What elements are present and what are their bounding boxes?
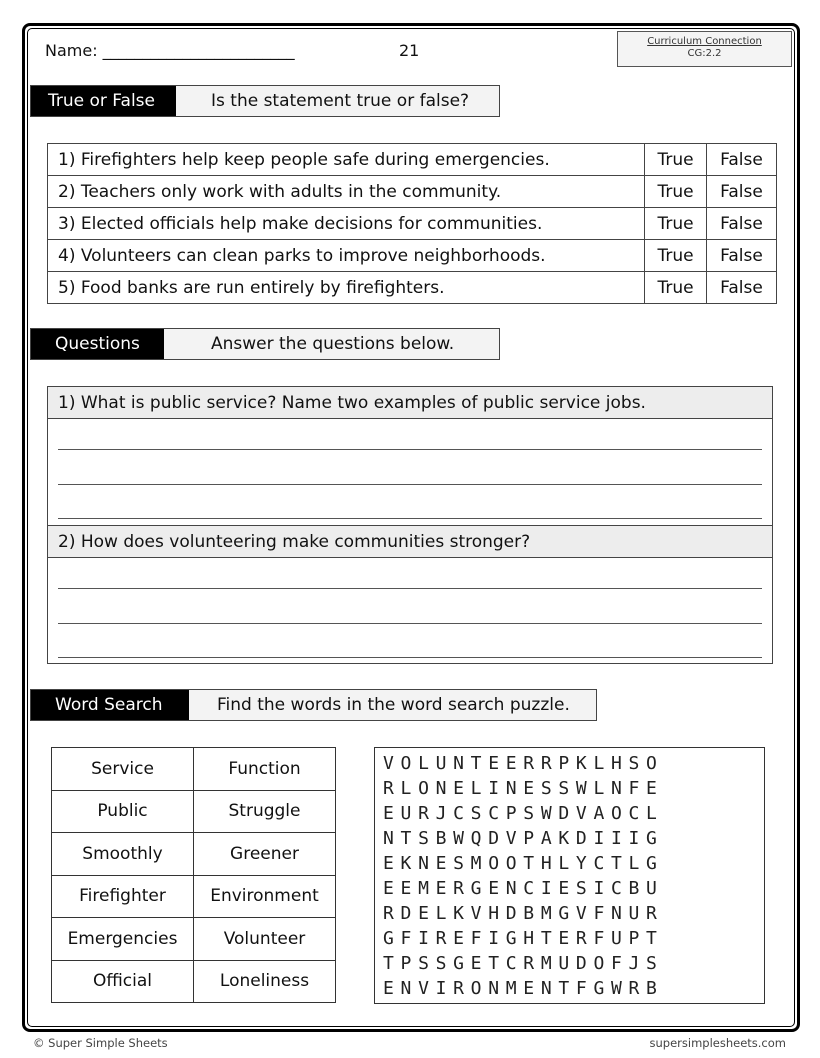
grid-row: EEMERGENCIESICBU	[383, 878, 664, 899]
word-item: Struggle	[194, 790, 336, 833]
word-item: Volunteer	[194, 918, 336, 961]
name-field[interactable]: Name: ________________________	[45, 41, 295, 60]
statement: 4) Volunteers can clean parks to improve neighborhoods.	[48, 240, 645, 272]
true-option[interactable]: True	[645, 240, 707, 272]
word-item: Emergencies	[52, 918, 194, 961]
answer-line[interactable]	[58, 657, 762, 658]
answer-line[interactable]	[58, 484, 762, 485]
false-option[interactable]: False	[707, 240, 777, 272]
curriculum-title: Curriculum Connection	[647, 36, 762, 47]
true-option[interactable]: True	[645, 272, 707, 304]
false-option[interactable]: False	[707, 208, 777, 240]
section-label: True or False	[31, 86, 176, 116]
false-option[interactable]: False	[707, 176, 777, 208]
grid-row: NTSBWQDVPAKDIIIG	[383, 828, 664, 849]
grid-row: GFIREFIGHTERFUPT	[383, 928, 664, 949]
statement: 2) Teachers only work with adults in the community.	[48, 176, 645, 208]
word-search-grid	[374, 747, 765, 1004]
section-instruction: Find the words in the word search puzzle.	[189, 690, 596, 720]
true-false-header	[30, 85, 500, 117]
word-item: Loneliness	[194, 960, 336, 1003]
grid-row: EKNESMOOTHLYCTLG	[383, 853, 664, 874]
curriculum-connection-box	[617, 31, 792, 67]
questions-header	[30, 328, 500, 360]
curriculum-code: CG:2.2	[687, 48, 722, 59]
answer-line[interactable]	[58, 588, 762, 589]
table-row	[48, 272, 777, 304]
section-label: Questions	[31, 329, 164, 359]
word-item: Service	[52, 748, 194, 791]
answer-line[interactable]	[58, 623, 762, 624]
page-number: 21	[399, 41, 420, 60]
true-false-table	[47, 143, 777, 304]
answer-line[interactable]	[58, 518, 762, 519]
true-option[interactable]: True	[645, 208, 707, 240]
grid-row: EURJCSCPSWDVAOCL	[383, 803, 664, 824]
section-instruction: Is the statement true or false?	[176, 86, 499, 116]
table-row	[48, 176, 777, 208]
website-link[interactable]: supersimplesheets.com	[649, 1036, 786, 1050]
answer-line[interactable]	[58, 449, 762, 450]
word-item: Public	[52, 790, 194, 833]
grid-row: TPSSGETCRMUDOFJS	[383, 953, 664, 974]
table-row	[48, 208, 777, 240]
true-option[interactable]: True	[645, 176, 707, 208]
section-label: Word Search	[31, 690, 189, 720]
question-text: 2) How does volunteering make communities stronger?	[48, 526, 772, 558]
false-option[interactable]: False	[707, 144, 777, 176]
word-item: Official	[52, 960, 194, 1003]
grid-row: ENVIRONMENTFGWRB	[383, 978, 664, 999]
statement: 1) Firefighters help keep people safe during emergencies.	[48, 144, 645, 176]
table-row	[48, 240, 777, 272]
section-instruction: Answer the questions below.	[164, 329, 499, 359]
table-row	[48, 144, 777, 176]
statement: 5) Food banks are run entirely by firefighters.	[48, 272, 645, 304]
word-item: Environment	[194, 875, 336, 918]
true-option[interactable]: True	[645, 144, 707, 176]
word-item: Firefighter	[52, 875, 194, 918]
word-item: Greener	[194, 833, 336, 876]
word-search-header	[30, 689, 597, 721]
statement: 3) Elected officials help make decisions for communities.	[48, 208, 645, 240]
grid-row: VOLUNTEERRPKLHSO	[383, 753, 664, 774]
word-item: Function	[194, 748, 336, 791]
word-list-table	[51, 747, 336, 1003]
question-box	[47, 525, 773, 664]
word-item: Smoothly	[52, 833, 194, 876]
question-box	[47, 386, 773, 526]
grid-row: RLONELINESSWLNFE	[383, 778, 664, 799]
grid-row: RDELKVHDBMGVFNUR	[383, 903, 664, 924]
false-option[interactable]: False	[707, 272, 777, 304]
question-text: 1) What is public service? Name two examples of public service jobs.	[48, 387, 772, 419]
copyright-text: © Super Simple Sheets	[33, 1036, 168, 1050]
